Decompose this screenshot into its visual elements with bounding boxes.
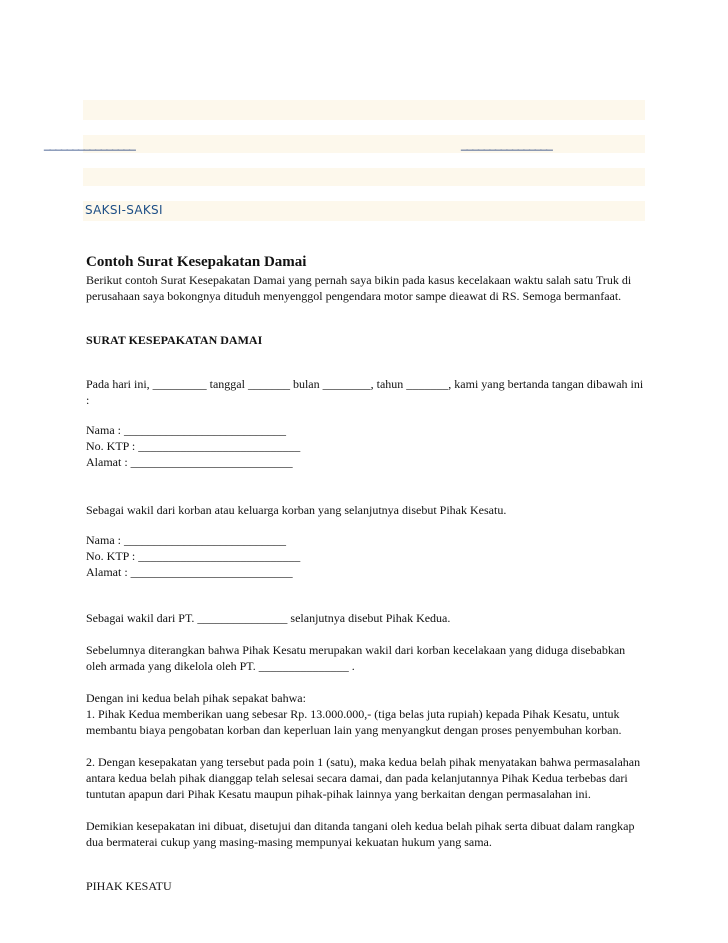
signature-line-right: ________________ xyxy=(461,137,552,151)
party2-fields xyxy=(86,532,646,580)
background-paragraph: Sebelumnya diterangkan bahwa Pihak Kesatu merupakan wakil dari korban kecelakaan yang diduga disebabkan oleh armada yang dikelola oleh PT. _______________ . xyxy=(86,643,626,673)
saksi-heading: SAKSI-SAKSI xyxy=(85,203,163,217)
intro-paragraph: Berikut contoh Surat Kesepakatan Damai yang pernah saya bikin pada kasus kecelakaan waktu salah satu Truk di perusahaan saya bokongnya dituduh menyenggol pengendara motor sampe dieawat di RS. Semoga bermanfaat. xyxy=(86,273,632,303)
document-title: Contoh Surat Kesepakatan Damai xyxy=(86,254,307,270)
party2-role: Sebagai wakil dari PT. _______________ selanjutnya disebut Pihak Kedua. xyxy=(86,611,451,625)
letter-heading: SURAT KESEPAKATAN DAMAI xyxy=(86,333,263,347)
signature-line-left: ________________ xyxy=(44,137,135,151)
party2-alamat-field: Alamat : ___________________________ xyxy=(86,565,293,579)
party1-ktp-field: No. KTP : ___________________________ xyxy=(86,439,301,453)
opening-paragraph: Pada hari ini, _________ tanggal _______ bulan ________, tahun _______, kami yang bertanda tangan dibawah ini : xyxy=(86,377,644,407)
highlight-band xyxy=(83,135,645,153)
party1-nama-field: Nama : ___________________________ xyxy=(86,423,286,437)
highlight-band xyxy=(83,201,645,221)
party2-ktp-field: No. KTP : ___________________________ xyxy=(86,549,301,563)
party1-role: Sebagai wakil dari korban atau keluarga korban yang selanjutnya disebut Pihak Kesatu. xyxy=(86,503,507,517)
signatory-label: PIHAK KESATU xyxy=(86,879,172,893)
agreement-intro: Dengan ini kedua belah pihak sepakat bahwa: xyxy=(86,691,306,705)
document-body xyxy=(86,252,646,894)
agreement-point-2: 2. Dengan kesepakatan yang tersebut pada poin 1 (satu), maka kedua belah pihak menyatakan bahwa permasalahan antara kedua belah pihak dianggap telah selesai secara damai, dan pada kelanjutannya Pihak Kedua terbebas dari tuntutan apapun dari Pihak Kesatu maupun pihak-pihak lainnya yang berkaitan dengan permasalahan ini. xyxy=(86,755,641,801)
party1-fields xyxy=(86,422,646,470)
highlight-band xyxy=(83,100,645,120)
agreement-point-1: 1. Pihak Kedua memberikan uang sebesar Rp. 13.000.000,- (tiga belas juta rupiah) kepada Pihak Kesatu, untuk membantu biaya pengobatan korban dan keperluan lain yang menyangkut dengan proses penyembuhan korban. xyxy=(86,707,622,737)
party2-nama-field: Nama : ___________________________ xyxy=(86,533,286,547)
party1-alamat-field: Alamat : ___________________________ xyxy=(86,455,293,469)
closing-paragraph: Demikian kesepakatan ini dibuat, disetujui dan ditanda tangani oleh kedua belah pihak serta dibuat dalam rangkap dua bermaterai cukup yang masing-masing mempunyai kekuatan hukum yang sama. xyxy=(86,819,635,849)
highlight-band xyxy=(83,168,645,186)
